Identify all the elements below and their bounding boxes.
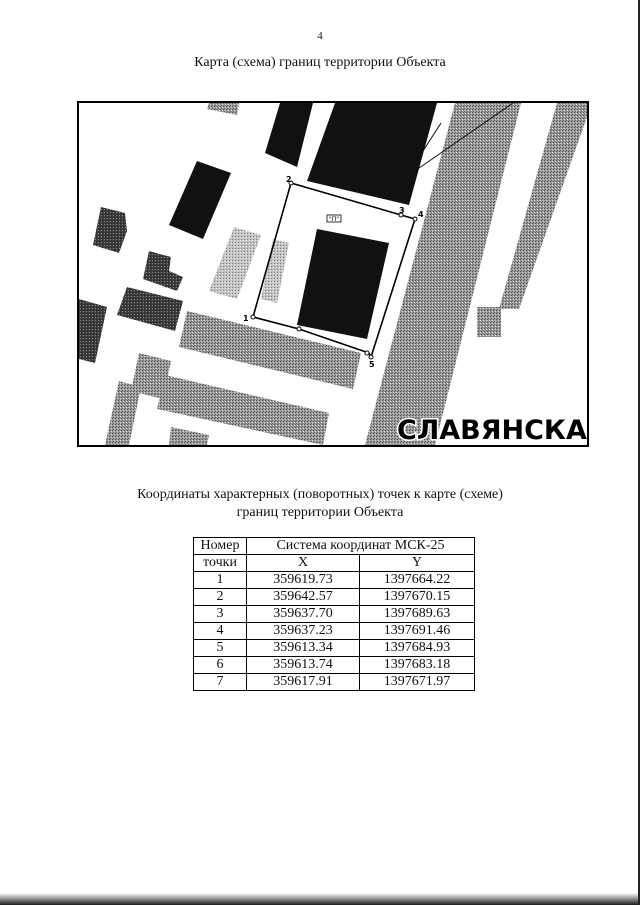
row-x: 359637.23 (247, 623, 360, 640)
row-number: 5 (194, 640, 247, 657)
point-label-5: 5 (369, 360, 375, 369)
row-number: 7 (194, 674, 247, 691)
building-black-2 (307, 103, 437, 205)
row-y: 1397664.22 (360, 572, 475, 589)
header-system: Система координат МСК-25 (247, 538, 475, 555)
row-y: 1397689.63 (360, 606, 475, 623)
row-number: 1 (194, 572, 247, 589)
building-black-1 (265, 103, 313, 167)
building-grey-2 (261, 239, 289, 303)
point-label-4: 4 (418, 210, 424, 219)
header-y: Y (360, 555, 475, 572)
row-x: 359637.70 (247, 606, 360, 623)
scan-bottom-edge (0, 893, 640, 905)
row-x: 359619.73 (247, 572, 360, 589)
table-row (194, 589, 475, 606)
row-y: 1397670.15 (360, 589, 475, 606)
table-row (194, 572, 475, 589)
row-y: 1397684.93 (360, 640, 475, 657)
map-scheme (77, 101, 589, 447)
table-row (194, 623, 475, 640)
row-x: 359617.91 (247, 674, 360, 691)
building-label: "П" (329, 216, 340, 223)
table-row (194, 640, 475, 657)
point-label-1: 1 (243, 314, 249, 323)
row-y: 1397691.46 (360, 623, 475, 640)
row-x: 359642.57 (247, 589, 360, 606)
row-number: 6 (194, 657, 247, 674)
row-number: 2 (194, 589, 247, 606)
header-point: точки (194, 555, 247, 572)
map-canvas (79, 103, 587, 445)
row-number: 4 (194, 623, 247, 640)
row-y: 1397683.18 (360, 657, 475, 674)
building-grey-3 (93, 207, 127, 253)
row-y: 1397671.97 (360, 674, 475, 691)
building-grey-1 (209, 227, 261, 299)
building-grey-6 (79, 299, 107, 363)
building-grey-11 (169, 427, 209, 445)
map-title: Карта (схема) границ территории Объекта (194, 55, 446, 70)
point-label-3: 3 (399, 206, 405, 215)
table-row (194, 606, 475, 623)
header-x: X (247, 555, 360, 572)
building-grey-top (207, 103, 239, 115)
small-square-right (477, 307, 501, 337)
page-number: 4 (317, 30, 323, 42)
point-label-2: 2 (286, 175, 292, 184)
building-grey-4 (143, 251, 183, 291)
coordinates-title (0, 486, 640, 522)
coordinates-title-line-1: Координаты характерных (поворотных) точек к карте (схеме) (137, 487, 503, 502)
coordinates-table (193, 537, 475, 691)
header-number: Номер (194, 538, 247, 555)
row-x: 359613.74 (247, 657, 360, 674)
building-black-3 (169, 161, 231, 239)
building-grey-10 (105, 381, 141, 445)
row-number: 3 (194, 606, 247, 623)
street-label: СЛАВЯНСКА (397, 415, 587, 445)
building-grey-5 (117, 287, 183, 331)
building-black-object (297, 229, 389, 339)
table-row (194, 674, 475, 691)
table-row (194, 657, 475, 674)
coordinates-title-line-2: границ территории Объекта (236, 505, 404, 520)
row-x: 359613.34 (247, 640, 360, 657)
